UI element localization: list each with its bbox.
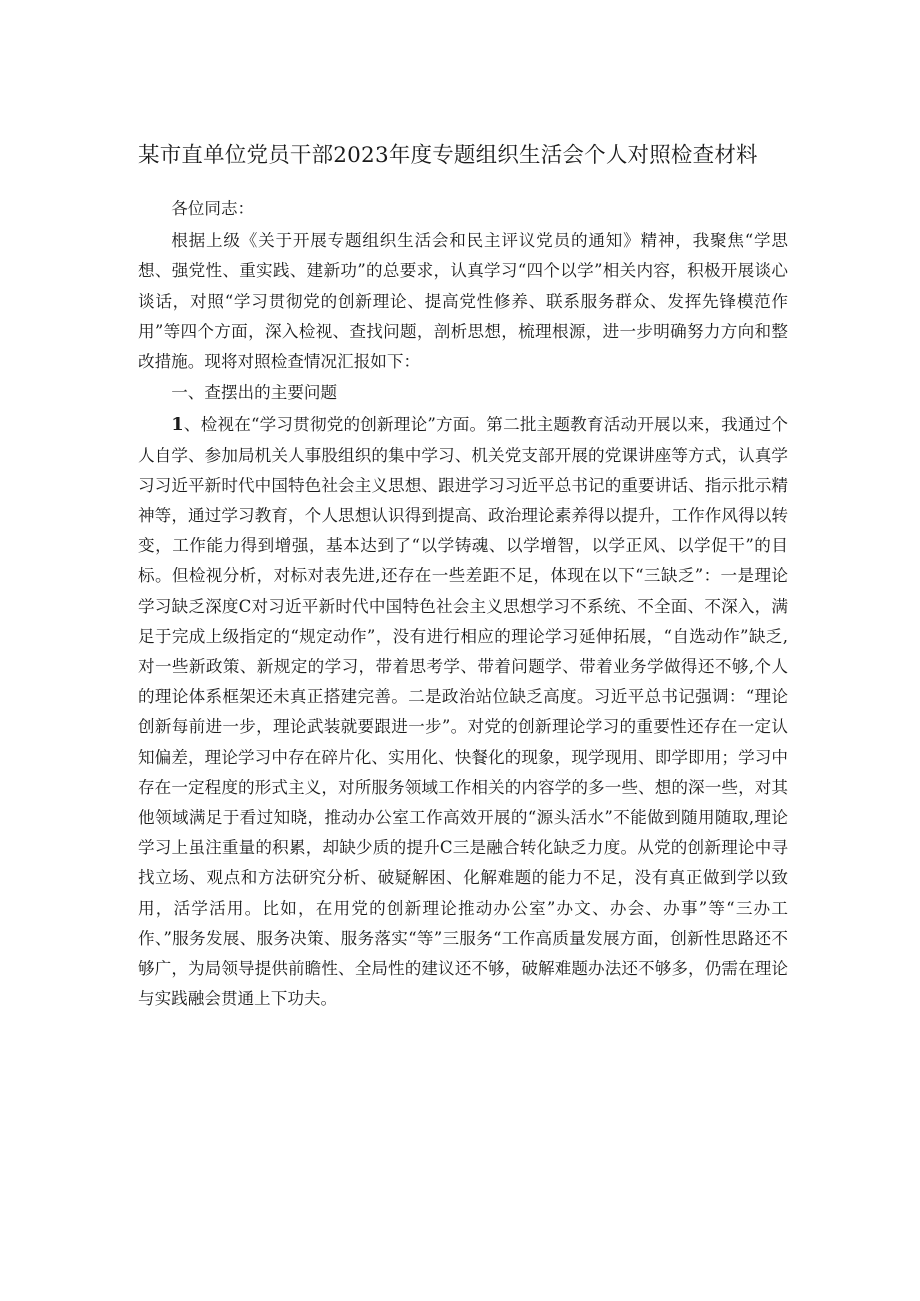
- section-heading: 一、查摆出的主要问题: [171, 383, 338, 403]
- intro-paragraph: 根据上级《关于开展专题组织生活会和民主评议党员的通知》精神，我聚焦“学思想、强党性、重实践、建新功”的总要求，认真学习“四个以学”相关内容，积极开展谈心谈话，对照“学习贯彻党的创新理论、提高党性修养、联系服务群众、发挥先锋模范作用”等四个方面，深入检视、查找问题，剖析思想，梳理根源，进一步明确努力方向和整改措施。现将对照检查情况汇报如下：: [138, 231, 788, 372]
- document-body: [138, 194, 788, 1014]
- item-1-number: 1: [171, 414, 184, 436]
- document-title: 某市直单位党员干部2023年度专题组织生活会个人对照检查材料: [138, 143, 758, 168]
- item-1-paragraph: [138, 410, 788, 1014]
- item-1-text: 、检视在“学习贯彻党的创新理论”方面。第二批主题教育活动开展以来，我通过个人自学、参加局机关人事股组织的集中学习、机关党支部开展的党课讲座等方式，认真学习习近平新时代中国特色社会主义思想、跟进学习习近平总书记的重要讲话、指示批示精神等，通过学习教育，个人思想认识得到提高、政治理论素养得以提升，工作作风得以转变，工作能力得到增强，基本达到了“以学铸魂、以学增智，以学正风、以学促干”的目标。但检视分析，对标对表先进,还存在一些差距不足，体现在以下“三缺乏”：一是理论学习缺乏深度C对习近平新时代中国特色社会主义思想学习不系统、不全面、不深入，满足于完成上级指定的“规定动作”，没有进行相应的理论学习延伸拓展，“自选动作”缺乏,对一些新政策、新规定的学习，带着思考学、带着问题学、带着业务学做得还不够,个人的理论体系框架还未真正搭建完善。二是政治站位缺乏高度。习近平总书记强调：“理论创新每前进一步，理论武装就要跟进一步”。对党的创新理论学习的重要性还存在一定认知偏差，理论学习中存在碎片化、实用化、快餐化的现象，现学现用、即学即用；学习中存在一定程度的形式主义，对所服务领域工作相关的内容学的多一些、想的深一些，对其他领域满足于看过知晓，推动办公室工作高效开展的“源头活水”不能做到随用随取,理论学习上虽注重量的积累，却缺少质的提升C三是融合转化缺乏力度。从党的创新理论中寻找立场、观点和方法研究分析、破疑解困、化解难题的能力不足，没有真正做到学以致用，活学活用。比如，在用党的创新理论推动办公室”办文、办会、办事”等“三办工作、”服务发展、服务决策、服务落实“等”三服务“工作高质量发展方面，创新性思路还不够广，为局领导提供前瞻性、全局性的建议还不够，破解难题办法还不够多，仍需在理论与实践融会贯通上下功夫。: [138, 415, 788, 1009]
- greeting-paragraph: 各位同志：: [171, 199, 255, 218]
